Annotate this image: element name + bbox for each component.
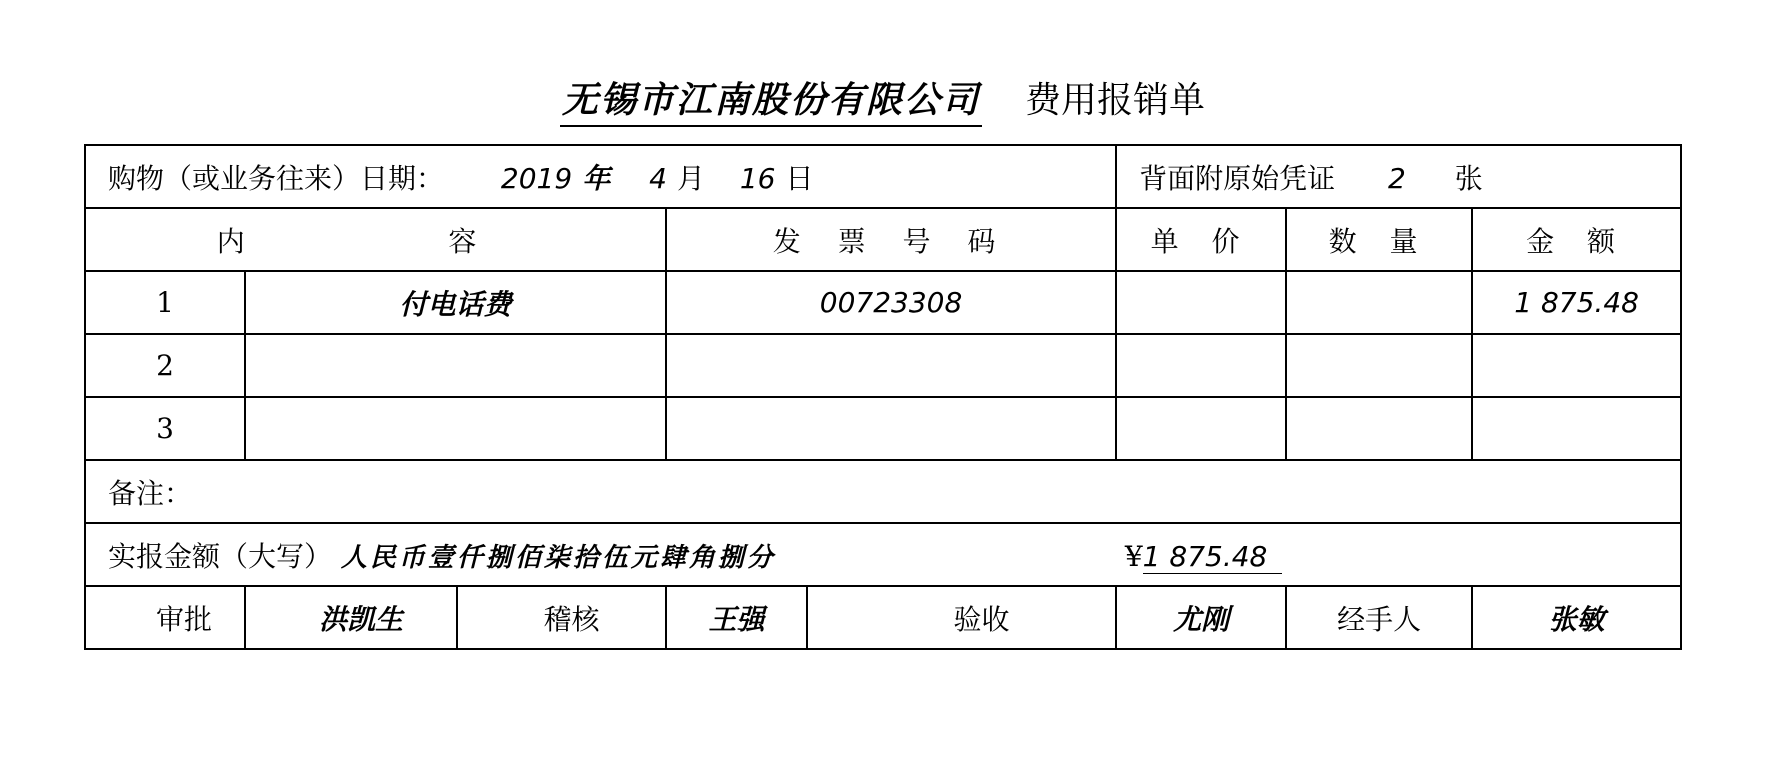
accept-label: 验收 <box>807 586 1116 649</box>
row-amount <box>1472 397 1681 460</box>
approve-signature: 洪凯生 <box>245 586 457 649</box>
unit-price-header: 单 价 <box>1116 208 1286 271</box>
row-number: 1 <box>85 271 245 334</box>
row-amount: 1 875.48 <box>1472 271 1681 334</box>
total-amount-in-words: 人民币壹仟捌佰柒拾伍元肆角捌分 <box>340 542 776 573</box>
row-content <box>245 334 666 397</box>
row-unit-price <box>1116 271 1286 334</box>
remarks-row <box>85 460 1681 523</box>
attachments-count: 2 <box>1388 161 1406 195</box>
voucher-title <box>0 72 1765 132</box>
date-month-unit: 月 <box>676 161 705 195</box>
row-number: 3 <box>85 397 245 460</box>
content-header <box>85 208 666 271</box>
date-month: 4 <box>649 161 667 195</box>
date-year: 2019 <box>500 161 573 195</box>
company-name: 无锡市江南股份有限公司 <box>560 72 982 127</box>
content-header-char-1: 内 <box>216 224 245 258</box>
row-number: 2 <box>85 334 245 397</box>
remarks-cell <box>85 460 1681 523</box>
total-figure-group <box>1125 540 1282 574</box>
attachments-cell <box>1116 145 1681 208</box>
row-content <box>245 397 666 460</box>
row-unit-price <box>1116 397 1286 460</box>
attachments-unit: 张 <box>1454 161 1483 195</box>
date-day: 16 <box>739 161 776 195</box>
handler-label: 经手人 <box>1286 586 1472 649</box>
total-amount-figure: 1 875.48 <box>1143 540 1282 574</box>
quantity-header: 数 量 <box>1286 208 1472 271</box>
total-label: 实报金额（大写） <box>108 539 333 573</box>
audit-signature: 王强 <box>666 586 807 649</box>
total-row <box>85 523 1681 586</box>
row-quantity <box>1286 397 1472 460</box>
attachments-label: 背面附原始凭证 <box>1139 161 1336 195</box>
accept-signature: 尤刚 <box>1116 586 1286 649</box>
row-invoice-number <box>666 334 1116 397</box>
approve-label: 审批 <box>85 586 245 649</box>
form-title: 费用报销单 <box>1025 80 1206 121</box>
total-cell <box>85 523 1681 586</box>
remarks-label: 备注： <box>108 476 193 510</box>
purchase-date-cell <box>85 145 1116 208</box>
amount-header: 金 额 <box>1472 208 1681 271</box>
audit-label: 稽核 <box>457 586 666 649</box>
expense-voucher-table <box>84 144 1682 650</box>
row-invoice-number: 00723308 <box>666 271 1116 334</box>
row-invoice-number <box>666 397 1116 460</box>
invoice-number-header: 发 票 号 码 <box>666 208 1116 271</box>
purchase-date-label: 购物（或业务往来）日期： <box>108 161 445 195</box>
row-unit-price <box>1116 334 1286 397</box>
table-row <box>85 271 1681 334</box>
row-quantity <box>1286 271 1472 334</box>
table-row <box>85 334 1681 397</box>
row-content: 付电话费 <box>245 271 666 334</box>
currency-symbol: ¥ <box>1124 539 1143 573</box>
row-amount <box>1472 334 1681 397</box>
header-row <box>85 208 1681 271</box>
date-year-unit: 年 <box>582 161 611 195</box>
handler-signature: 张敏 <box>1472 586 1681 649</box>
content-header-char-2: 容 <box>448 224 477 258</box>
table-row <box>85 397 1681 460</box>
date-row <box>85 145 1681 208</box>
signature-row <box>85 586 1681 649</box>
date-day-unit: 日 <box>785 161 814 195</box>
row-quantity <box>1286 334 1472 397</box>
